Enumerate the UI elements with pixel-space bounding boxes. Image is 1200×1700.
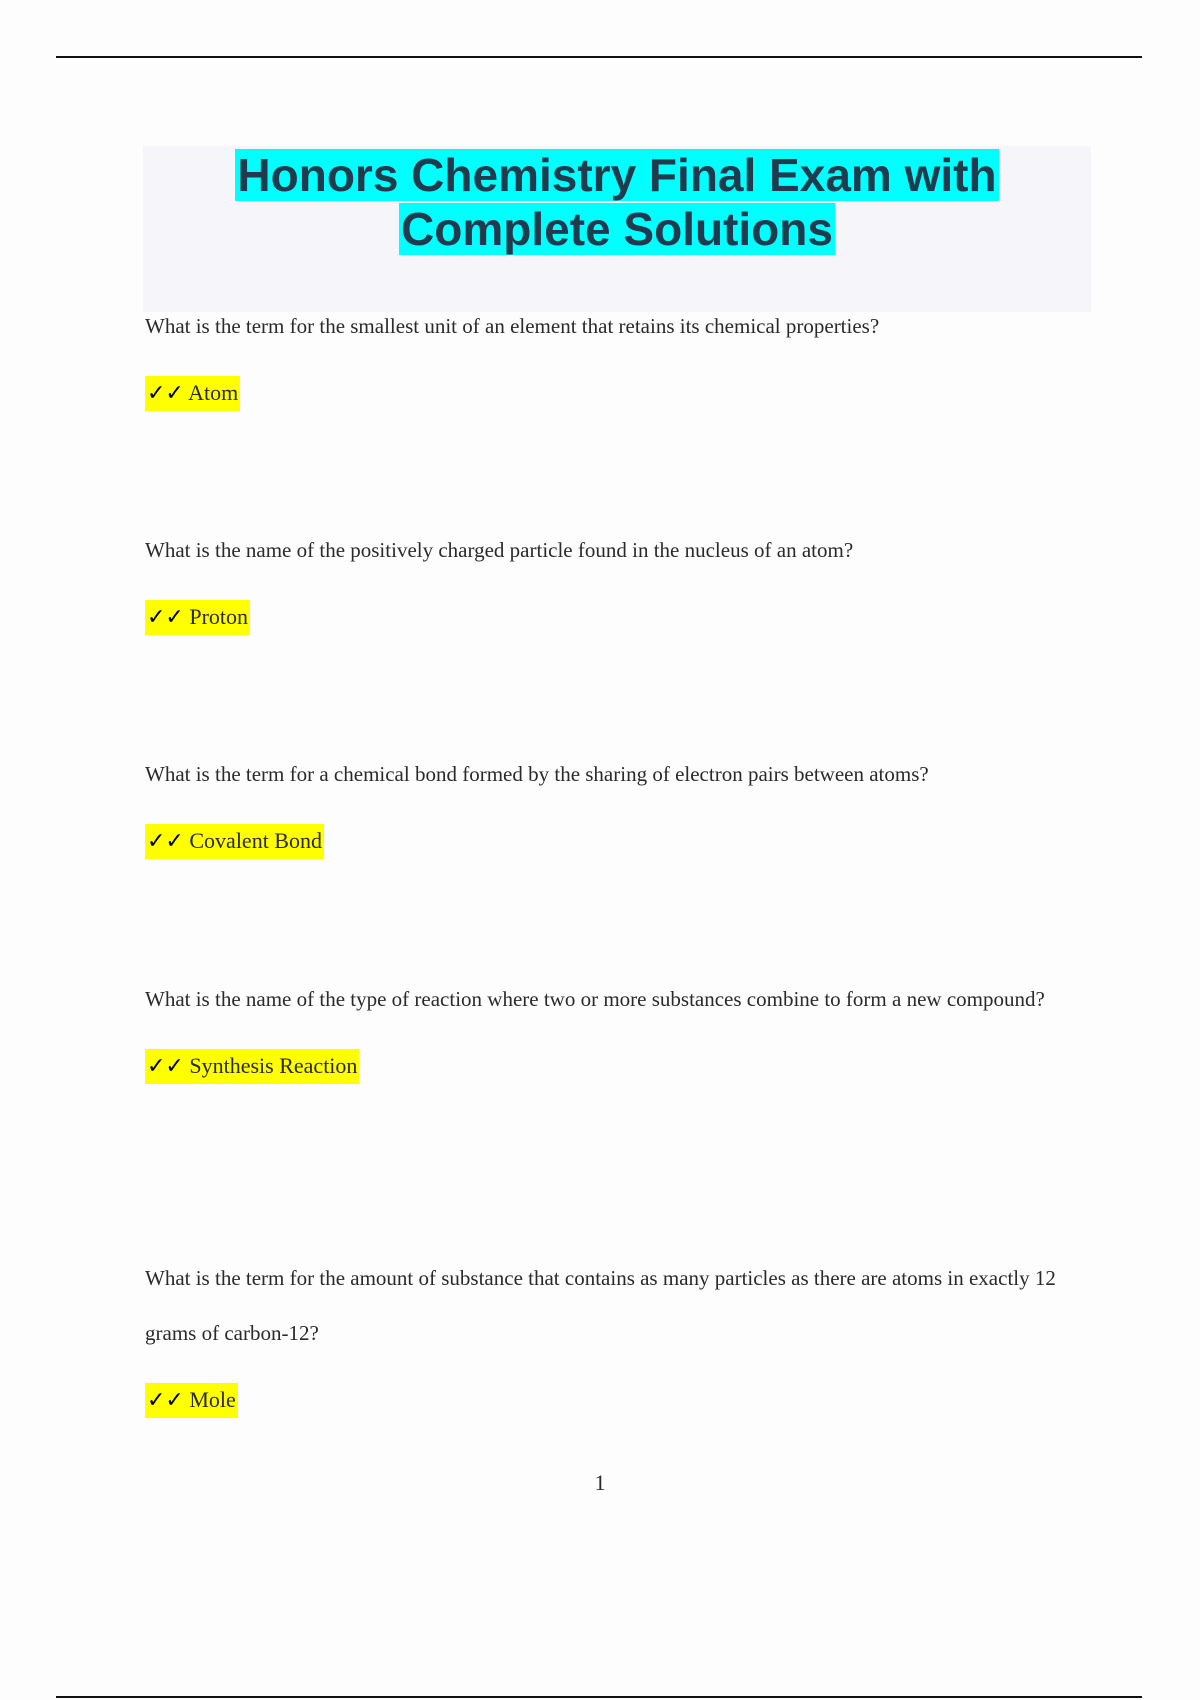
answer xyxy=(145,375,1095,411)
answer xyxy=(145,1382,1095,1418)
check-mark-icon: ✓✓ xyxy=(147,381,184,406)
title-block xyxy=(143,146,1091,312)
question-text: What is the name of the type of reaction where two or more substances combine to form a new compound? xyxy=(145,987,1045,1011)
check-mark-icon: ✓✓ xyxy=(147,605,184,630)
qa-item-4 xyxy=(145,972,1095,1084)
question-text: What is the name of the positively charged particle found in the nucleus of an atom? xyxy=(145,538,854,562)
answer xyxy=(145,599,1095,635)
check-mark-icon: ✓✓ xyxy=(147,1054,184,1079)
qa-item-1 xyxy=(145,299,1095,411)
qa-item-2 xyxy=(145,523,1095,635)
answer-highlight xyxy=(145,824,324,859)
check-mark-icon: ✓✓ xyxy=(147,1388,184,1413)
title-highlight: Honors Chemistry Final Exam with Complete Solutions xyxy=(237,149,997,255)
answer-text: Synthesis Reaction xyxy=(189,1053,358,1078)
question-text: What is the term for the amount of substance that contains as many particles as there are atoms in exactly 12 grams of carbon-12? xyxy=(145,1266,1056,1345)
answer-highlight xyxy=(145,600,250,635)
qa-item-3 xyxy=(145,747,1095,859)
document-title xyxy=(143,146,1091,256)
question-text: What is the term for a chemical bond formed by the sharing of electron pairs between atoms? xyxy=(145,762,929,786)
qa-item-5 xyxy=(145,1251,1095,1418)
bottom-rule xyxy=(56,1696,1142,1698)
page-number: 1 xyxy=(594,1470,606,1495)
answer-text: Proton xyxy=(189,604,249,629)
question-text: What is the term for the smallest unit of an element that retains its chemical properties? xyxy=(145,314,880,338)
answer xyxy=(145,823,1095,859)
answer-highlight xyxy=(145,1383,238,1418)
answer-text: Mole xyxy=(189,1387,236,1412)
top-rule xyxy=(56,56,1142,58)
answer xyxy=(145,1048,1095,1084)
answer-highlight xyxy=(145,1049,359,1084)
answer-text: Atom xyxy=(188,380,239,405)
answer-highlight xyxy=(145,376,240,411)
answer-text: Covalent Bond xyxy=(189,828,322,853)
check-mark-icon: ✓✓ xyxy=(147,829,184,854)
